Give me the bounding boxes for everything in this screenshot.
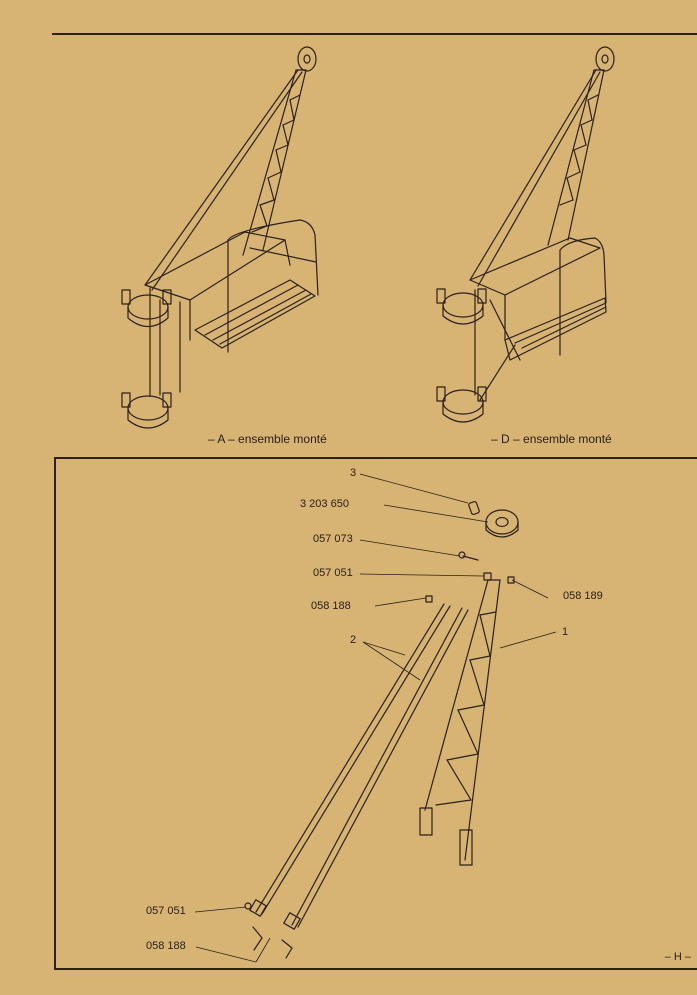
callout-3-203-650: 3 203 650 — [300, 498, 349, 510]
figure-a-caption: – A – ensemble monté — [208, 432, 327, 446]
callout-2: 2 — [350, 634, 357, 646]
figure-d-caption: – D – ensemble monté — [491, 432, 612, 446]
assembly-a-drawing — [122, 47, 318, 428]
assembly-d-drawing — [437, 47, 614, 422]
callout-057-051-bottom: 057 051 — [146, 905, 186, 917]
callout-057-073: 057 073 — [313, 533, 353, 545]
callout-1: 1 — [562, 626, 569, 638]
callout-058-188-top: 058 188 — [311, 600, 351, 612]
page-letter: – H – — [664, 951, 691, 963]
callout-3: 3 — [350, 467, 357, 479]
callout-058-189: 058 189 — [563, 590, 603, 602]
parts-diagram-frame — [54, 457, 697, 970]
callout-058-188-bottom: 058 188 — [146, 940, 186, 952]
callout-057-051-top: 057 051 — [313, 567, 353, 579]
